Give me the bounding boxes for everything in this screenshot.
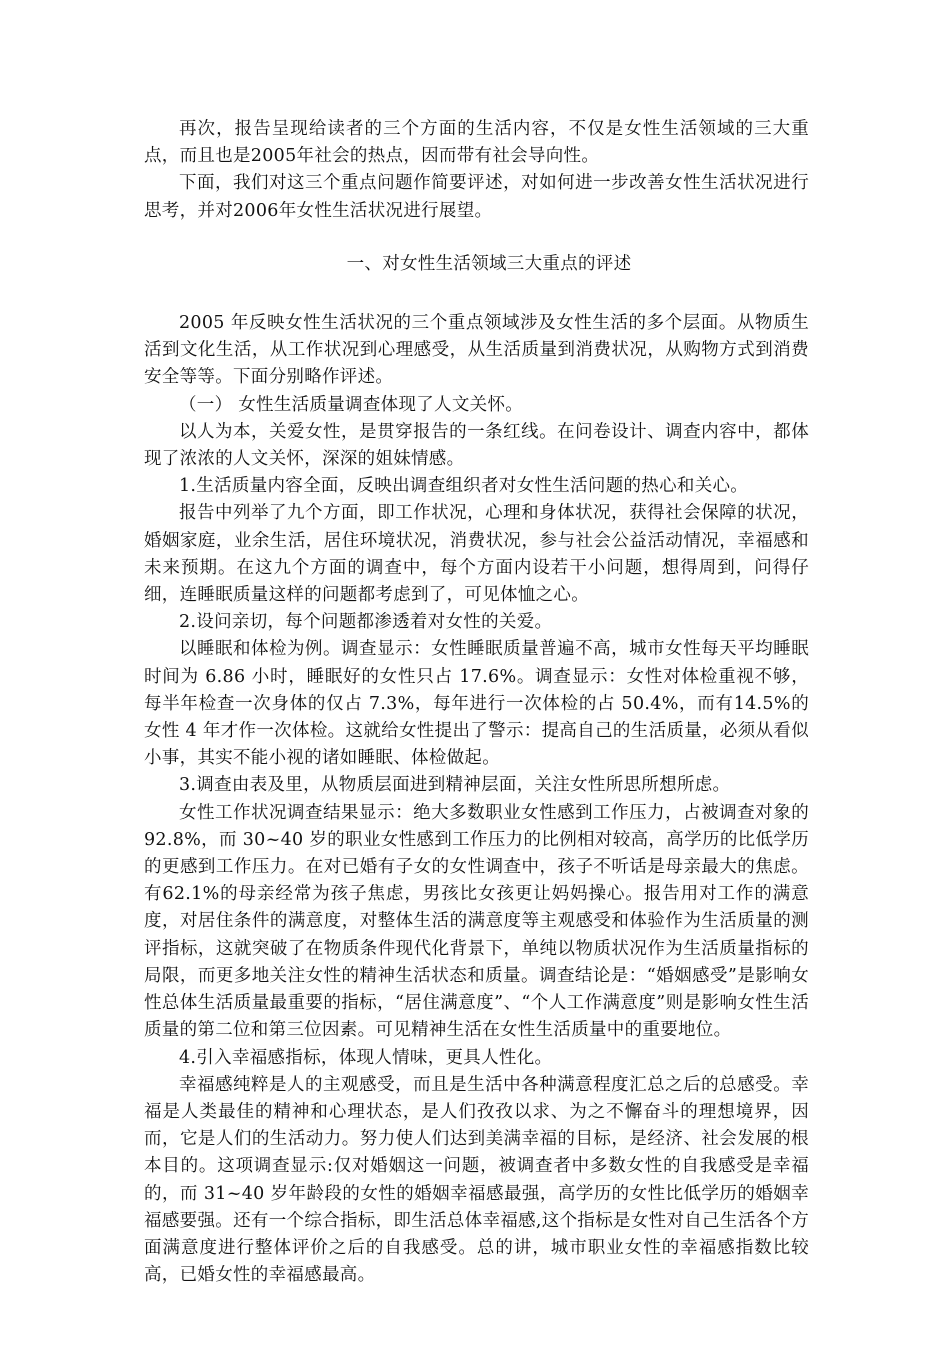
- numbered-point: 2.设问亲切，每个问题都渗透着对女性的关爱。: [179, 612, 553, 633]
- paragraph: 再次，报告呈现给读者的三个方面的生活内容，不仅是女性生活领域的三大重点，而且也是2005年社会的热点，因而带有社会导向性。: [144, 119, 809, 167]
- numbered-point: 1.生活质量内容全面，反映出调查组织者对女性生活问题的热心和关心。: [179, 476, 749, 497]
- paragraph: 以睡眠和体检为例。调查显示：女性睡眠质量普遍不高，城市女性每天平均睡眠时间为 6.86 小时，睡眠好的女性只占 17.6%。调查显示：女性对体检重视不够，每半年检查一次身体的仅占 7.3%，每年进行一次体检的占 50.4%，而有14.5%的女性 4 年才作一次体检。这就给女性提出了警示：提高自己的生活质量，必须从看似小事，其实不能小视的诸如睡眠、体检做起。: [144, 639, 809, 769]
- paragraph: 女性工作状况调查结果显示：绝大多数职业女性感到工作压力，占被调查对象的92.8%，而 30~40 岁的职业女性感到工作压力的比例相对较高，高学历的比低学历的更感到工作压力。在对已婚有子女的女性调查中，孩子不听话是母亲最大的焦虑。有62.1%的母亲经常为孩子焦虑，男孩比女孩更让妈妈操心。报告用对工作的满意度，对居住条件的满意度，对整体生活的满意度等主观感受和体验作为生活质量的测评指标，这就突破了在物质条件现代化背景下，单纯以物质状况作为生活质量指标的局限，而更多地关注女性的精神生活状态和质量。调查结论是：“婚姻感受”是影响女性总体生活质量最重要的指标，“居住满意度”、“个人工作满意度”则是影响女性生活质量的第二位和第三位因素。可见精神生活在女性生活质量中的重要地位。: [144, 802, 809, 1041]
- spacer: [144, 225, 809, 251]
- spacer: [144, 278, 809, 310]
- paragraph: 报告中列举了九个方面，即工作状况，心理和身体状况，获得社会保障的状况，婚姻家庭，业余生活，居住环境状况，消费状况，参与社会公益活动情况，幸福感和未来预期。在这九个方面的调查中，每个方面内设若干小问题，想得周到，问得仔细，连睡眠质量这样的问题都考虑到了，可见体恤之心。: [144, 503, 809, 606]
- section-heading: 一、对女性生活领域三大重点的评述: [346, 253, 632, 274]
- document-body: [144, 116, 809, 1289]
- paragraph: 2005 年反映女性生活状况的三个重点领域涉及女性生活的多个层面。从物质生活到文化生活，从工作状况到心理感受，从生活质量到消费状况，从购物方式到消费安全等等。下面分别略作评述。: [144, 313, 809, 388]
- paragraph: 以人为本，关爱女性，是贯穿报告的一条红线。在问卷设计、调查内容中，都体现了浓浓的人文关怀，深深的姐妹情感。: [144, 421, 809, 470]
- subsection-heading: （一） 女性生活质量调查体现了人文关怀。: [179, 394, 524, 415]
- paragraph: 幸福感纯粹是人的主观感受，而且是生活中各种满意程度汇总之后的总感受。幸福是人类最佳的精神和心理状态，是人们孜孜以求、为之不懈奋斗的理想境界，因而，它是人们的生活动力。努力使人们达到美满幸福的目标，是经济、社会发展的根本目的。这项调查显示:仅对婚姻这一问题，被调查者中多数女性的自我感受是幸福的，而 31~40 岁年龄段的女性的婚姻幸福感最强，高学历的女性比低学历的婚姻幸福感要强。还有一个综合指标，即生活总体幸福感,这个指标是女性对自己生活各个方面满意度进行整体评价之后的自我感受。总的讲，城市职业女性的幸福感指数比较高，已婚女性的幸福感最高。: [144, 1074, 809, 1286]
- numbered-point: 3.调查由表及里，从物质层面进到精神层面，关注女性所思所想所虑。: [179, 775, 731, 796]
- numbered-point: 4.引入幸福感指标，体现人情味，更具人性化。: [179, 1047, 553, 1068]
- paragraph: 下面，我们对这三个重点问题作简要评述，对如何进一步改善女性生活状况进行思考，并对2006年女性生活状况进行展望。: [144, 173, 809, 221]
